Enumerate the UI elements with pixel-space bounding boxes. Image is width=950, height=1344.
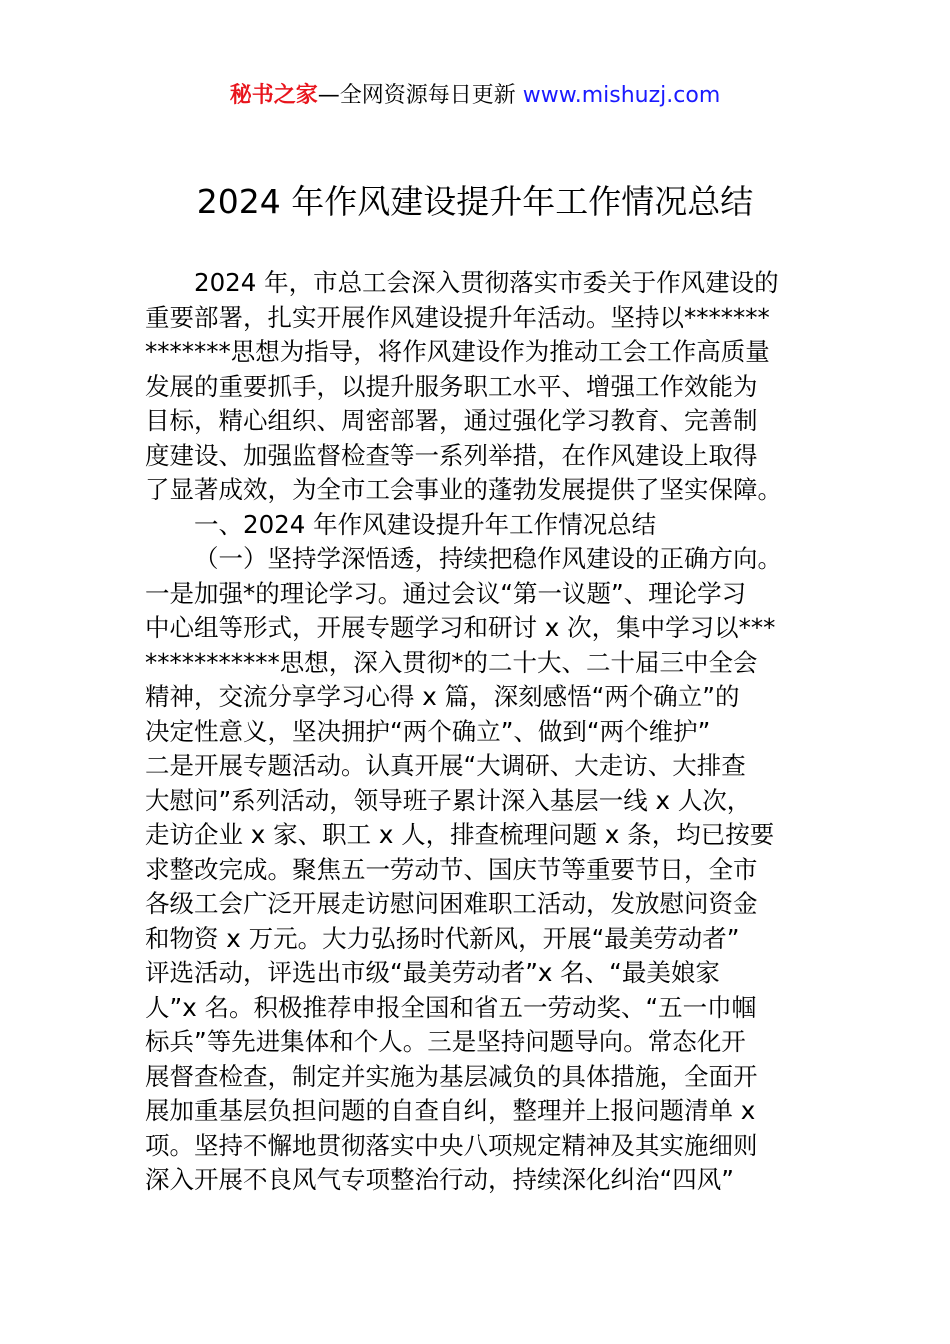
body-line: 二是开展专题活动。认真开展“大调研、大走访、大排查: [145, 751, 746, 780]
body-line: *******思想为指导，将作风建设作为推动工会工作高质量: [145, 337, 770, 366]
body-line: 精神，交流分享学习心得 x 篇，深刻感悟“两个确立”的: [145, 682, 740, 711]
brand-name: 秘书之家: [229, 83, 318, 108]
body-line: 人”x 名。积极推荐申报全国和省五一劳动奖、“五一巾帼: [145, 992, 757, 1022]
body-line: 2024 年，市总工会深入贯彻落实市委关于作风建设的: [194, 268, 779, 297]
subsection-heading: （一）坚持学深悟透，持续把稳作风建设的正确方向。: [194, 544, 782, 573]
body-line: 评选活动，评选出市级“最美劳动者”x 名、“最美娘家: [145, 958, 720, 987]
body-line: 重要部署，扎实开展作风建设提升年活动。坚持以*******: [145, 302, 770, 332]
header-slogan: 全网资源每日更新: [339, 83, 523, 108]
body-line: 展督查检查，制定并实施为基层减负的具体措施，全面开: [145, 1061, 758, 1091]
site-header: [0, 80, 950, 112]
body-line: 一是加强*的理论学习。通过会议“第一议题”、理论学习: [145, 578, 747, 608]
body-line: ***********思想，深入贯彻*的二十大、二十届三中全会: [145, 647, 758, 677]
body-line: 项。坚持不懈地贯彻落实中央八项规定精神及其实施细则: [145, 1130, 758, 1160]
section-heading: 一、2024 年作风建设提升年工作情况总结: [194, 509, 657, 539]
body-line: 和物资 x 万元。大力弘扬时代新风，开展“最美劳动者”: [145, 923, 740, 953]
body-line: 大慰问”系列活动，领导班子累计深入基层一线 x 人次，: [145, 785, 752, 815]
body-line: 深入开展不良风气专项整治行动，持续深化纠治“四风”: [145, 1165, 734, 1194]
body-line: 度建设、加强监督检查等一系列举措，在作风建设上取得: [145, 440, 758, 470]
body-line: 中心组等形式，开展专题学习和研讨 x 次，集中学习以***: [145, 613, 776, 642]
body-line: 展加重基层负担问题的自查自纠，整理并上报问题清单 x: [145, 1096, 756, 1125]
document-title: 2024 年作风建设提升年工作情况总结: [196, 182, 754, 221]
body-line: 了显著成效，为全市工会事业的蓬勃发展提供了坚实保障。: [145, 475, 782, 504]
site-url[interactable]: www.mishuzj.com: [522, 83, 721, 108]
body-line: 决定性意义，坚决拥护“两个确立”、做到“两个维护”: [145, 716, 711, 746]
document-body: [145, 266, 825, 1198]
body-line: 标兵”等先进集体和个人。三是坚持问题导向。常态化开: [145, 1027, 746, 1056]
body-line: 发展的重要抓手，以提升服务职工水平、增强工作效能为: [145, 371, 758, 401]
header-dash: —: [317, 83, 340, 108]
body-line: 各级工会广泛开展走访慰问困难职工活动，发放慰问资金: [145, 889, 758, 918]
body-line: 目标，精心组织、周密部署，通过强化学习教育、完善制: [145, 406, 758, 435]
body-line: 走访企业 x 家、职工 x 人，排查梳理问题 x 条，均已按要: [145, 820, 775, 849]
body-line: 求整改完成。聚焦五一劳动节、国庆节等重要节日，全市: [145, 854, 758, 884]
